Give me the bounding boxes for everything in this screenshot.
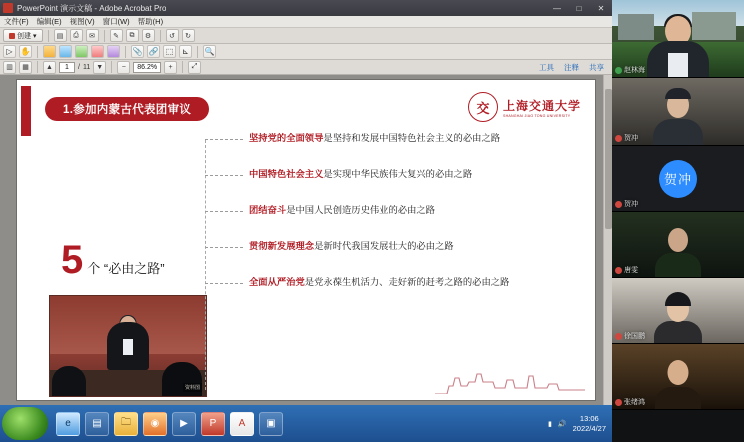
scrollbar-thumb[interactable] <box>605 89 612 229</box>
participant-head <box>668 360 689 385</box>
clock-date: 2022/4/27 <box>572 423 606 433</box>
connector-dash <box>205 247 243 248</box>
logo-mark-icon: 交 <box>468 92 498 122</box>
maximize-button[interactable]: □ <box>576 3 582 13</box>
bullet-highlight: 团结奋斗 <box>249 204 287 215</box>
redo-icon[interactable]: ↻ <box>182 29 195 42</box>
secondary-toolbar[interactable] <box>0 44 612 60</box>
avatar: 贺冲 <box>659 160 697 198</box>
toolbar-separator <box>48 30 49 42</box>
connector-dash <box>205 211 243 212</box>
toolbar-separator <box>111 61 112 73</box>
windows-taskbar[interactable] <box>0 405 612 442</box>
connector-line <box>205 140 206 390</box>
menu-item-file[interactable]: 文件(F) <box>4 17 29 26</box>
menu-item-edit[interactable]: 编辑(E) <box>36 17 62 26</box>
list-item <box>249 240 579 254</box>
customize-icon[interactable]: ⚙ <box>142 29 155 42</box>
bullet-rest: 是实现中华民族伟大复兴的必由之路 <box>323 168 473 179</box>
slide-photo <box>49 295 207 397</box>
document-viewport[interactable] <box>0 75 612 405</box>
folder-icon[interactable]: 🗀 <box>114 412 138 436</box>
zoom-in-icon[interactable]: + <box>164 61 177 74</box>
participant-name: 赵林海 <box>624 67 645 74</box>
pdf-page <box>16 79 596 401</box>
next-page-icon[interactable]: ▼ <box>93 61 106 74</box>
text-box-icon[interactable] <box>107 45 120 58</box>
ie-icon[interactable]: e <box>56 412 80 436</box>
acrobat-icon[interactable]: A <box>230 412 254 436</box>
page-separator: / <box>78 63 80 71</box>
microphone-muted-icon <box>615 267 622 274</box>
participant-hair <box>665 292 691 306</box>
participant-cap <box>665 88 691 99</box>
window-controls[interactable] <box>546 0 612 16</box>
participant-name-badge <box>615 133 638 143</box>
participant-name-badge <box>615 199 638 209</box>
volume-icon[interactable]: 🔊 <box>557 420 567 428</box>
right-panel-links[interactable] <box>539 62 612 73</box>
list-item <box>249 276 579 290</box>
participant-tile[interactable] <box>612 212 744 278</box>
microphone-muted-icon <box>615 201 622 208</box>
sign-icon[interactable]: ✎ <box>110 29 123 42</box>
zoom-icon[interactable]: ▣ <box>259 412 283 436</box>
photo-caption: 资料图 <box>184 385 200 391</box>
primary-toolbar[interactable] <box>0 28 612 44</box>
list-item <box>249 168 579 182</box>
participant-name-badge <box>615 265 638 275</box>
decorative-stripe <box>21 86 31 136</box>
attach-icon[interactable]: 📎 <box>132 47 143 56</box>
share-link[interactable]: 共享 <box>589 62 604 72</box>
menu-item-help[interactable]: 帮助(H) <box>137 17 164 26</box>
bullet-rest: 是新时代我国发展壮大的必由之路 <box>314 240 454 251</box>
firefox-icon[interactable]: ◉ <box>143 412 167 436</box>
big-number: 5 <box>61 238 84 282</box>
participant-name: 张绪鸿 <box>624 399 645 406</box>
microphone-muted-icon <box>615 135 622 142</box>
bullet-list <box>249 132 579 312</box>
sidebar-toggle-icon[interactable]: ▥ <box>3 61 16 74</box>
big-number-caption: 个 “必由之路” <box>87 261 165 276</box>
toolbar-separator <box>182 61 183 73</box>
participant-shirt <box>668 53 688 77</box>
hand-tool-icon[interactable]: ✋ <box>20 47 31 56</box>
photo-foreground-left <box>52 366 86 396</box>
participant-name: 唐雯 <box>624 267 638 274</box>
microphone-muted-icon <box>615 399 622 406</box>
window-title: PowerPoint 演示文稿 - Adobe Acrobat Pro <box>17 3 167 13</box>
create-button[interactable] <box>3 29 43 42</box>
prev-page-icon[interactable]: ▲ <box>43 61 56 74</box>
link-icon[interactable]: 🔗 <box>148 47 159 56</box>
search-icon[interactable]: 🔍 <box>204 47 215 56</box>
explorer-icon[interactable]: ▤ <box>85 412 109 436</box>
taskbar-apps[interactable] <box>56 412 283 436</box>
microphone-muted-icon <box>615 333 622 340</box>
connector-dash <box>205 139 243 140</box>
window-titlebar <box>0 0 612 16</box>
highlight-icon[interactable] <box>43 45 56 58</box>
photo-person-shirt <box>123 339 133 355</box>
zoom-out-icon[interactable]: − <box>117 61 130 74</box>
participant-tile[interactable] <box>612 146 744 212</box>
participant-name-badge <box>615 397 645 407</box>
bullet-rest: 是党永葆生机活力、走好新的赶考之路的必由之路 <box>304 276 510 287</box>
fit-page-icon[interactable]: ⤢ <box>188 61 201 74</box>
participant-name-badge <box>615 331 645 341</box>
video-building-right <box>692 12 736 40</box>
zoom-level-input[interactable]: 86.2% <box>133 62 161 73</box>
create-label: 创建 <box>17 32 31 40</box>
microphone-icon <box>615 67 622 74</box>
participant-tile[interactable] <box>612 278 744 344</box>
tools-link[interactable]: 工具 <box>539 62 554 72</box>
participant-name: 贺冲 <box>624 135 638 142</box>
bullet-rest: 是坚持和发展中国特色社会主义的必由之路 <box>323 133 501 143</box>
start-button[interactable] <box>2 407 48 440</box>
clock-time: 13:06 <box>579 414 599 424</box>
combine-icon[interactable]: ⧉ <box>126 29 139 42</box>
toolbar-separator <box>37 61 38 73</box>
logo-name-en: SHANGHAI JIAO TONG UNIVERSITY <box>502 113 571 118</box>
toolbar-separator <box>104 30 105 42</box>
toolbar-separator <box>160 30 161 42</box>
crop-icon[interactable]: ⬚ <box>163 45 176 58</box>
measure-icon[interactable]: ⊾ <box>179 45 192 58</box>
total-pages-label: 11 <box>82 63 91 71</box>
media-icon[interactable]: ▶ <box>172 412 196 436</box>
undo-icon[interactable]: ↺ <box>166 29 179 42</box>
list-item <box>249 132 579 146</box>
print-icon[interactable]: ⎙ <box>70 29 83 42</box>
save-icon[interactable]: ▤ <box>54 29 67 42</box>
slide-title: 1.参加内蒙古代表团审议 <box>45 97 209 121</box>
acrobat-app-icon <box>3 3 13 13</box>
powerpoint-icon[interactable]: P <box>201 412 225 436</box>
menu-item-window[interactable]: 窗口(W) <box>102 17 130 26</box>
thumbnail-icon[interactable]: ▦ <box>19 61 32 74</box>
list-item <box>249 204 579 218</box>
toolbar-separator <box>37 46 38 58</box>
document-vertical-scrollbar[interactable] <box>603 75 612 405</box>
draw-icon[interactable] <box>91 45 104 58</box>
chevron-down-icon: ▾ <box>33 32 37 40</box>
mail-icon[interactable]: ✉ <box>86 29 99 42</box>
skyline-decoration <box>435 368 585 394</box>
participant-tile[interactable] <box>612 0 744 78</box>
current-page-input[interactable]: 1 <box>59 62 75 73</box>
bullet-highlight: 全面从严治党 <box>249 276 305 287</box>
participant-body <box>655 387 701 409</box>
participant-name: 徐国鹏 <box>624 333 645 340</box>
create-icon <box>9 33 15 39</box>
bullet-highlight: 坚持党的全面领导 <box>249 133 324 143</box>
taskbar-clock[interactable] <box>573 414 606 433</box>
bullet-highlight: 中国特色社会主义 <box>249 168 324 179</box>
close-button[interactable]: ✕ <box>597 3 605 13</box>
participant-body <box>655 253 701 277</box>
menu-item-view[interactable]: 视图(V) <box>69 17 95 26</box>
bullet-highlight: 贯彻新发展理念 <box>249 240 315 251</box>
system-tray[interactable] <box>548 414 612 433</box>
participant-name: 贺冲 <box>624 201 638 208</box>
university-logo <box>468 92 581 122</box>
participant-body <box>653 119 703 145</box>
participant-head <box>668 228 688 252</box>
note-icon[interactable] <box>59 45 72 58</box>
connector-dash <box>205 175 243 176</box>
toolbar-separator <box>125 46 126 58</box>
comment-link[interactable]: 注释 <box>564 62 579 72</box>
participant-tile[interactable] <box>612 344 744 410</box>
connector-dash <box>205 283 243 284</box>
toolbar-separator <box>197 46 198 58</box>
participant-tile[interactable] <box>612 78 744 146</box>
stamp-icon[interactable] <box>75 45 88 58</box>
select-tool-icon[interactable]: ▷ <box>3 45 16 58</box>
video-building-left <box>618 14 654 40</box>
logo-name-cn: 上海交通大学 <box>502 98 581 113</box>
participant-name-badge <box>615 65 645 75</box>
page-navigation-toolbar[interactable] <box>0 60 612 75</box>
bullet-rest: 是中国人民创造历史伟业的必由之路 <box>286 204 435 215</box>
minimize-button[interactable]: — <box>553 3 561 13</box>
participant-body <box>654 321 702 343</box>
network-icon[interactable]: ▮ <box>548 420 552 428</box>
menu-bar[interactable] <box>0 16 612 28</box>
big-number-block <box>61 240 165 280</box>
participant-rail[interactable] <box>612 0 744 442</box>
